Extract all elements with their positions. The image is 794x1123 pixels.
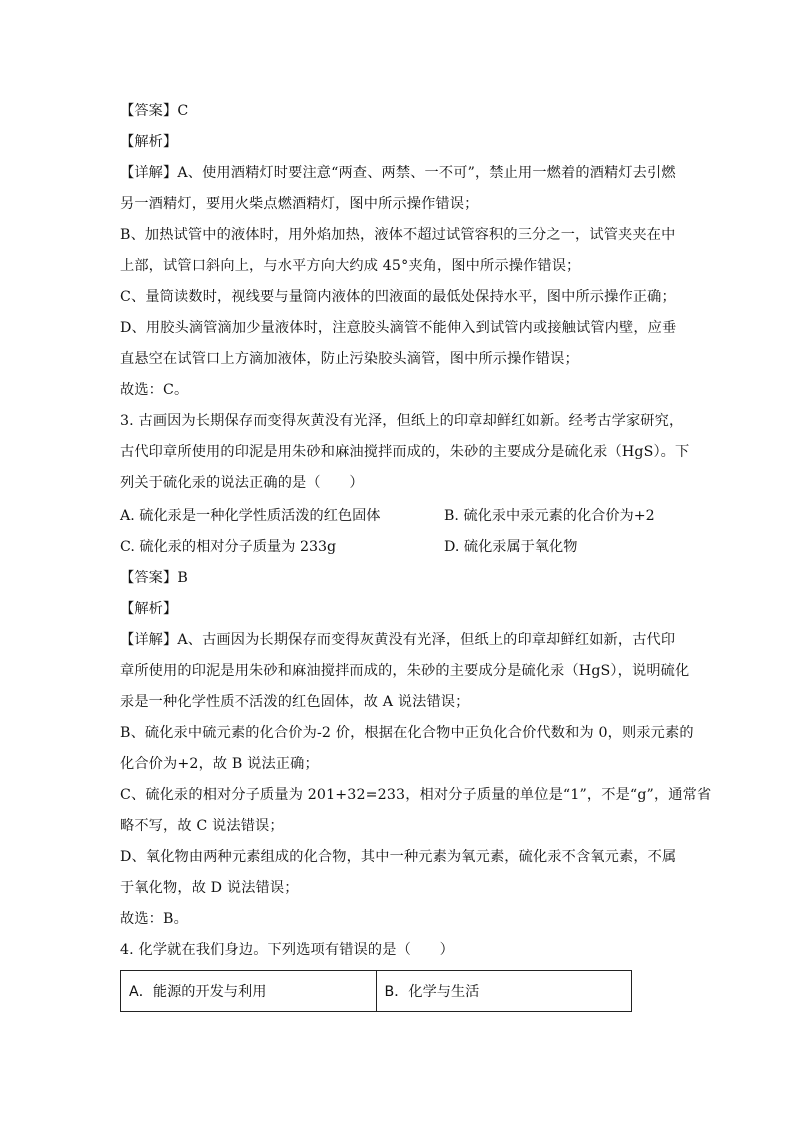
q3-detail-line: 章所使用的印泥是用朱砂和麻油搅拌而成的，朱砂的主要成分是硫化汞（HgS），说明硫化 (120, 663, 690, 679)
q2-detail-line: 另一酒精灯，要用火柴点燃酒精灯，图中所示操作错误； (120, 196, 479, 212)
q2-detail-line: 直悬空在试管口上方滴加液体，防止污染胶头滴管，图中所示操作错误； (120, 351, 579, 367)
q3-detail-line: 化合价为+2，故 B 说法正确； (120, 756, 319, 772)
q3-detail-line: B、硫化汞中硫元素的化合价为-2 价，根据在化合物中正负化合价代数和为 0，则汞元素的 (120, 725, 694, 741)
q3-detail-line: 略不写，故 C 说法错误； (120, 818, 284, 834)
q2-detail-line: D、用胶头滴管滴加少量液体时，注意胶头滴管不能伸入到试管内或接触试管内壁，应垂 (120, 320, 677, 336)
q2-detail-line: 【详解】A、使用酒精灯时要注意“两查、两禁、一不可”，禁止用一燃着的酒精灯去引燃 (120, 165, 676, 181)
q2-detail-line: 上部，试管口斜向上，与水平方向大约成 45°夹角，图中所示操作错误； (120, 258, 581, 274)
q2-analysis-heading: 【解析】 (120, 134, 178, 150)
q3-stem-line: 3. 古画因为长期保存而变得灰黄没有光泽，但纸上的印章却鲜红如新。经考古学家研究， (120, 413, 684, 429)
table-row (121, 971, 632, 1012)
q3-option-d: D. 硫化汞属于氧化物 (444, 539, 578, 555)
q2-conclusion: 故选：C。 (120, 382, 189, 398)
q3-option-b: B. 硫化汞中汞元素的化合价为+2 (444, 508, 655, 524)
q3-stem-line: 古代印章所使用的印泥是用朱砂和麻油搅拌而成的，朱砂的主要成分是硫化汞（HgS）。下 (120, 444, 690, 460)
q3-detail-line: 【详解】A、古画因为长期保存而变得灰黄没有光泽，但纸上的印章却鲜红如新，古代印 (120, 632, 676, 648)
q3-analysis-heading: 【解析】 (120, 601, 178, 617)
q4-table-cell-b: B．化学与生活 (376, 971, 632, 1012)
q3-detail-line: 汞是一种化学性质不活泼的红色固体，故 A 说法错误； (120, 694, 470, 710)
q3-conclusion: 故选：B。 (120, 911, 188, 927)
q3-detail-line: C、硫化汞的相对分子质量为 201+32=233，相对分子质量的单位是“1”，不是“g”，通常省 (120, 787, 712, 803)
q2-detail-line: C、量筒读数时，视线要与量筒内液体的凹液面的最低处保持水平，图中所示操作正确； (120, 289, 676, 305)
q3-option-a: A. 硫化汞是一种化学性质活泼的红色固体 (120, 508, 381, 524)
q3-detail-line: 于氧化物，故 D 说法错误； (120, 880, 299, 896)
q3-detail-line: D、氧化物由两种元素组成的化合物，其中一种元素为氧元素，硫化汞不含氧元素，不属 (120, 849, 677, 865)
q4-table (120, 970, 632, 1012)
q3-stem-line: 列关于硫化汞的说法正确的是（ ） (120, 475, 364, 491)
q3-option-c: C. 硫化汞的相对分子质量为 233g (120, 539, 337, 555)
q3-answer: 【答案】B (120, 570, 188, 586)
q4-stem: 4. 化学就在我们身边。下列选项有错误的是（ ） (120, 942, 454, 958)
q2-answer: 【答案】C (120, 103, 189, 119)
q4-table-cell-a: A．能源的开发与利用 (121, 971, 377, 1012)
q2-detail-line: B、加热试管中的液体时，用外焰加热，液体不超过试管容积的三分之一，试管夹夹在中 (120, 227, 676, 243)
